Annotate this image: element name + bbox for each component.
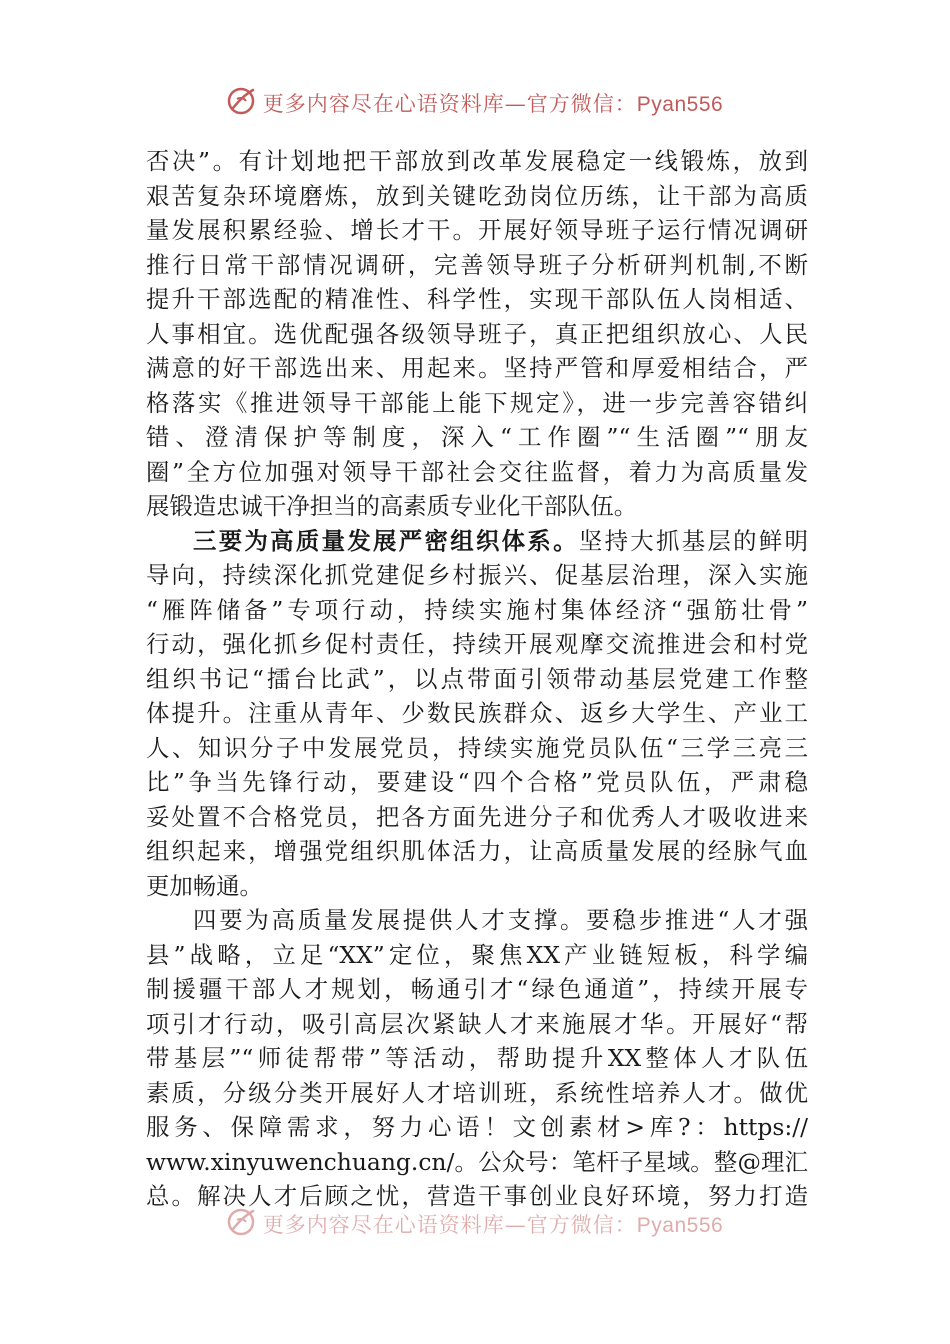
text-line: 行动，强化抓乡促村责任，持续开展观摩交流推进会和村党 — [146, 630, 808, 658]
text-line: 妥处置不合格党员，把各方面先进分子和优秀人才吸收进来 — [146, 802, 808, 831]
text-line: 组织起来，增强党组织肌体活力，让高质量发展的经脉气血 — [146, 837, 808, 865]
text-line: 圈”全方位加强对领导干部社会交往监督，着力为高质量发 — [146, 457, 808, 486]
text-line: 制援疆干部人才规划，畅通引才“绿色通道”，持续开展专 — [146, 975, 808, 1003]
section3-first-line: 三要为高质量发展严密组织体系。坚持大抓基层的鲜明 — [193, 526, 809, 555]
text-line: 艰苦复杂环境磨炼，放到关键吃劲岗位历练，让干部为高质 — [146, 181, 808, 210]
watermark-text: 更多内容尽在心语资料库—官方微信：Pyan556 — [262, 1213, 724, 1237]
text-line: www.xinyuwenchuang.cn/。公众号：笔杆子星域。整@理汇 — [146, 1147, 808, 1176]
text-line: 格落实《推进领导干部能上能下规定》，进一步完善容错纠 — [146, 388, 808, 417]
text-line: 体提升。注重从青年、少数民族群众、返乡大学生、产业工 — [146, 699, 808, 727]
text-line: 组织书记“擂台比武”，以点带面引领带动基层党建工作整 — [146, 664, 808, 693]
text-line: 展锻造忠诚干净担当的高素质专业化干部队伍。 — [146, 492, 638, 520]
text-line: 更加畅通。 — [146, 871, 263, 900]
brush-logo-icon — [227, 1207, 257, 1237]
text-line: 推行日常干部情况调研，完善领导班子分析研判机制,不断 — [146, 250, 808, 279]
text-line: 否决”。有计划地把干部放到改革发展稳定一线锻炼，放到 — [146, 147, 808, 175]
section3-heading: 三要为高质量发展严密组织体系。 — [193, 526, 579, 555]
text-line: 提升干部选配的精准性、科学性，实现干部队伍人岗相适、 — [146, 285, 808, 313]
text-line: 导向，持续深化抓党建促乡村振兴、促基层治理，深入实施 — [146, 561, 808, 589]
document-body — [146, 144, 808, 1214]
footer-watermark — [0, 1209, 950, 1239]
text-line: 人、知识分子中发展党员，持续实施党员队伍“三学三亮三 — [146, 733, 808, 762]
text-line: 服务、保障需求，努力心语！文创素材>库?：https:// — [146, 1113, 808, 1141]
text-line: 素质，分级分类开展好人才培训班，系统性培养人才。做优 — [146, 1078, 808, 1107]
text-line: 人事相宜。选优配强各级领导班子，真正把组织放心、人民 — [146, 319, 808, 348]
text-line: 项引才行动，吸引高层次紧缺人才来施展才华。开展好“帮 — [146, 1009, 808, 1038]
text-line: 带基层”“师徒帮带”等活动，帮助提升XX整体人才队伍 — [146, 1044, 808, 1072]
text-line: 比”争当先锋行动，要建设“四个合格”党员队伍，严肃稳 — [146, 768, 808, 796]
text-line: 县”战略，立足“XX”定位，聚焦XX产业链短板，科学编 — [146, 940, 808, 969]
text-line: “雁阵储备”专项行动，持续实施村集体经济“强筋壮骨” — [146, 595, 808, 624]
watermark-text: 更多内容尽在心语资料库—官方微信：Pyan556 — [262, 92, 724, 116]
text-line: 量发展积累经验、增长才干。开展好领导班子运行情况调研 — [146, 216, 808, 244]
text-line: 错、澄清保护等制度，深入“工作圈”“生活圈”“朋友 — [146, 423, 808, 451]
header-watermark — [0, 88, 950, 118]
section4-first-line: 四要为高质量发展提供人才支撑。要稳步推进“人才强 — [193, 906, 808, 934]
text-line: 满意的好干部选出来、用起来。坚持严管和厚爱相结合，严 — [146, 354, 808, 382]
brush-logo-icon — [227, 86, 257, 116]
text-line: 总。解决人才后顾之忧，营造干事创业良好环境，努力打造 — [146, 1182, 808, 1210]
